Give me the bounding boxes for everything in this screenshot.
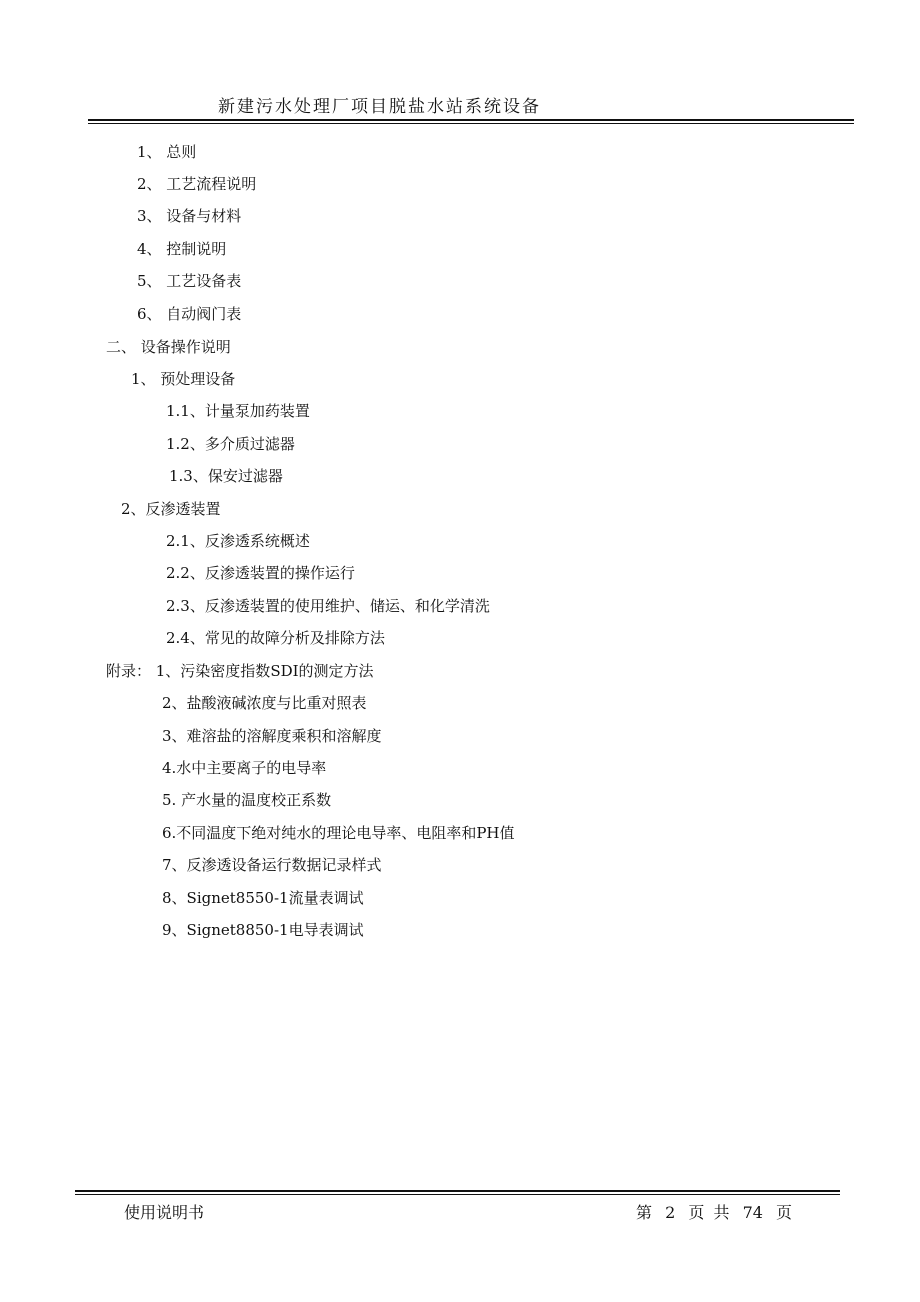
toc-item: 2、 工艺流程说明 <box>137 175 257 193</box>
toc-subitem: 1.1、计量泵加药装置 <box>166 402 310 420</box>
toc-section-heading: 二、 设备操作说明 <box>106 338 231 356</box>
toc-item: 5、 工艺设备表 <box>137 272 242 290</box>
toc-item: 3、 设备与材料 <box>137 207 242 225</box>
toc-appendix-item: 8、Signet8550-1流量表调试 <box>162 889 364 907</box>
footer-page-indicator <box>636 1200 796 1223</box>
toc-subitem: 1.3、保安过滤器 <box>169 467 283 485</box>
page-prefix: 第 <box>636 1203 653 1222</box>
toc-appendix-item: 5. 产水量的温度校正系数 <box>162 791 332 809</box>
toc-item: 6、 自动阀门表 <box>137 305 242 323</box>
header-rule <box>88 119 854 121</box>
toc-subitem: 1.2、多介质过滤器 <box>166 435 295 453</box>
footer-rule-thin <box>75 1194 840 1195</box>
toc-item: 4、 控制说明 <box>137 240 227 258</box>
page-mid: 页 共 <box>688 1203 730 1222</box>
toc-appendix-item: 2、盐酸液碱浓度与比重对照表 <box>162 694 367 712</box>
toc-appendix-item: 4.水中主要离子的电导率 <box>162 759 327 777</box>
toc-subitem: 2.4、常见的故障分析及排除方法 <box>166 629 385 647</box>
toc-item: 1、 预处理设备 <box>131 370 236 388</box>
toc-appendix-item: 7、反渗透设备运行数据记录样式 <box>162 856 382 874</box>
page-header-title: 新建污水处理厂项目脱盐水站系统设备 <box>218 97 541 117</box>
page-total: 74 <box>742 1203 763 1222</box>
toc-subitem: 2.1、反渗透系统概述 <box>166 532 310 550</box>
toc-subitem: 2.3、反渗透装置的使用维护、储运、和化学清洗 <box>166 597 490 615</box>
toc-appendix-heading: 附录： 1、污染密度指数SDI的测定方法 <box>106 662 374 680</box>
header-rule-thin <box>88 123 854 124</box>
toc-item: 2、反渗透装置 <box>121 500 221 518</box>
page-suffix: 页 <box>776 1203 793 1222</box>
toc-appendix-item: 9、Signet8850-1电导表调试 <box>162 921 364 939</box>
footer-document-name: 使用说明书 <box>124 1203 205 1222</box>
footer-rule <box>75 1190 840 1192</box>
toc-item: 1、 总则 <box>137 143 197 161</box>
toc-appendix-item: 6.不同温度下绝对纯水的理论电导率、电阻率和PH值 <box>162 824 515 842</box>
toc-appendix-item: 3、难溶盐的溶解度乘积和溶解度 <box>162 727 382 745</box>
toc-subitem: 2.2、反渗透装置的操作运行 <box>166 564 355 582</box>
page-number: 2 <box>665 1203 676 1222</box>
